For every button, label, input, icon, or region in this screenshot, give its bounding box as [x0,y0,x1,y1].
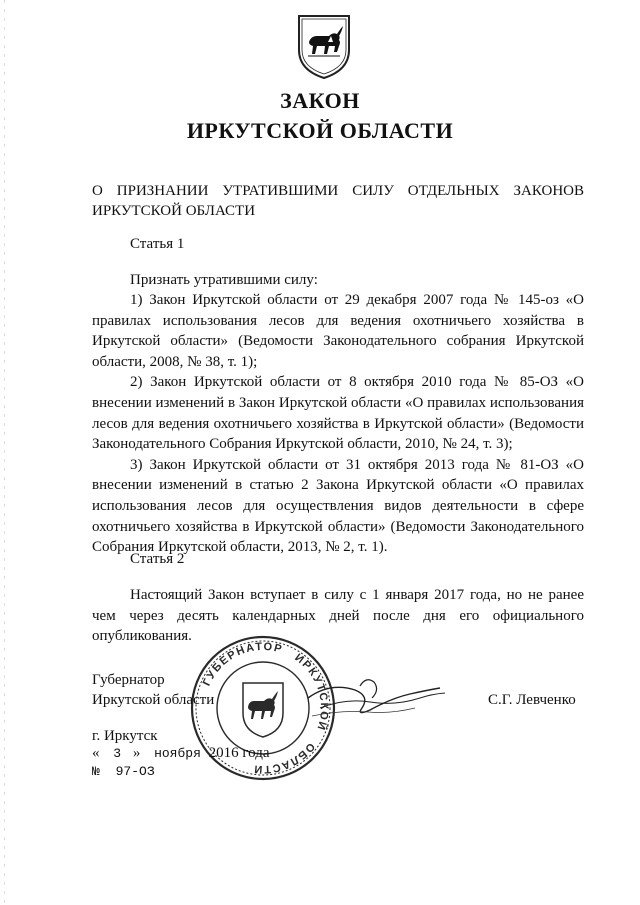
seal-text-left: ГУБЕРНАТОР [200,640,285,688]
article-2-body [92,585,584,647]
law-number-sign: № [92,764,100,779]
article-1-intro: Признать утратившими силу: [130,272,318,288]
signer-position-line-1: Губернатор [92,672,165,688]
article-2-heading: Статья 2 [130,551,185,567]
city: г. Иркутск [92,728,158,744]
article-1-item-3: 3) Закон Иркутской области от 31 октября 2013 года № 81-ОЗ «О внесении изменений в статью 2 Закона Иркутской области «О правилах использования лесов для осуществления видов деятельности в сфере охотничьего хозяйства в Иркутской области» (Ведомости Законодательного Собрания Иркутской области, 2013, № 2, т. 1). [92,456,584,556]
article-1-item-1: 1) Закон Иркутской области от 29 декабря 2007 года № 145-оз «О правилах использования лесов для ведения охотничьего хозяйства в Иркутской области» (Ведомости Законодательного собрания Иркутской области, 2008, № 38, т. 1); [92,292,584,370]
date-line [92,743,270,764]
article-1-heading: Статья 1 [130,236,185,252]
date-month: ноября [154,746,201,761]
coat-of-arms-icon [295,12,353,80]
date-close-quote: » [132,745,141,761]
seal-coat-of-arms-icon [243,683,283,737]
law-number [92,762,155,782]
signer-name: С.Г. Левченко [488,692,576,708]
svg-text:ГУБЕРНАТОР [201,641,284,688]
seal-text-right: ОБЛАСТИ [252,740,317,776]
law-title: ЗАКОН [280,88,360,113]
region-title: ИРКУТСКОЙ ОБЛАСТИ [186,118,454,143]
seal-text-top: ИРКУТСКОЙ [292,651,331,733]
article-1-item-2: 2) Закон Иркутской области от 8 октября 2010 года № 85-ОЗ «О внесении изменений в Закон Иркутской области «О правилах использования лесов для ведения охотничьего хозяйства в Иркутской области» (Ведомости Законодательного Собрания Иркутской области, 2010, № 24, т. 3); [92,374,584,453]
date-day: 3 [113,746,122,761]
date-year: 2016 года [208,745,270,761]
law-subject: О ПРИЗНАНИИ УТРАТИВШИМИ СИЛУ ОТДЕЛЬНЫХ ЗАКОНОВ ИРКУТСКОЙ ОБЛАСТИ [92,183,584,219]
article-2-text: Настоящий Закон вступает в силу с 1 января 2017 года, но не ранее чем через десять календарных дней после дня его официального опубликования. [92,587,584,645]
handwritten-signature [300,668,450,738]
article-1-items [92,290,584,558]
date-open-quote: « [92,745,100,761]
law-number-value: 97-ОЗ [115,764,155,779]
signer-position-line-2: Иркутской области [92,692,215,708]
